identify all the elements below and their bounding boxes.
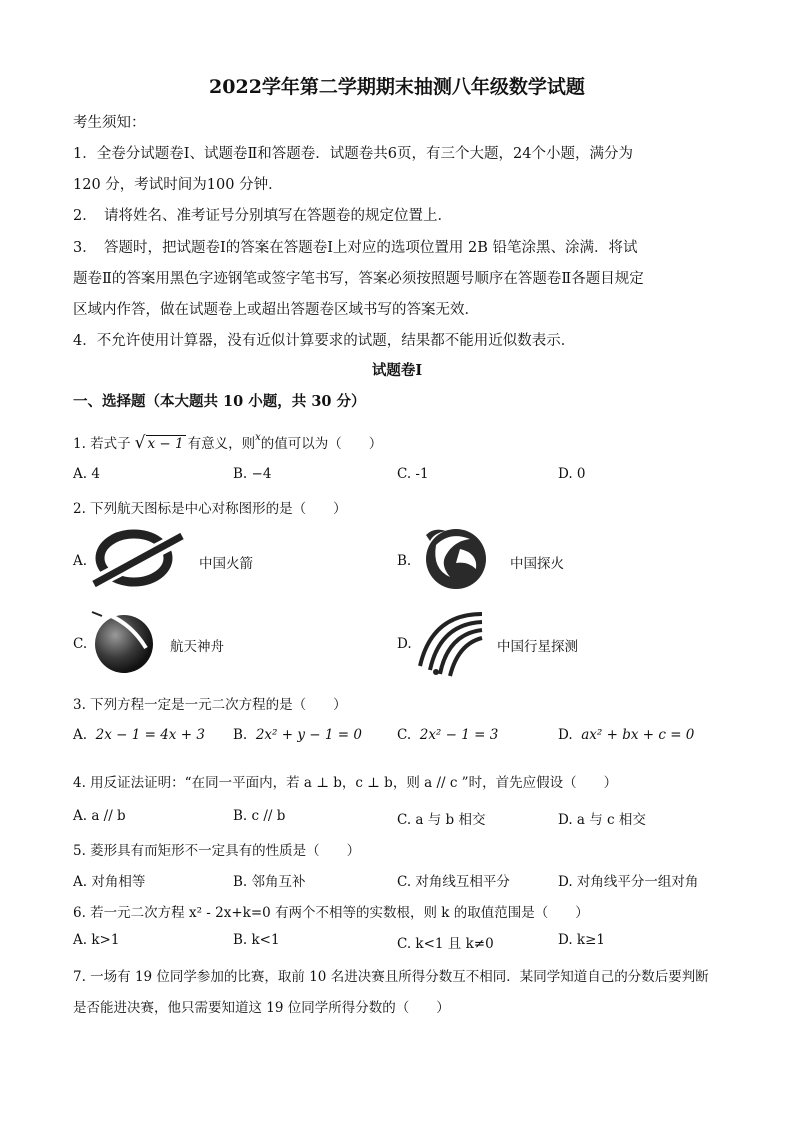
q2-label-a[interactable]: A. xyxy=(73,553,88,569)
q2-name-c: 航天神舟 xyxy=(170,639,224,655)
notice-item-4: 4．不允许使用计算器，没有近似计算要求的试题，结果都不能用近似数表示． xyxy=(73,333,576,349)
q4-option-d[interactable]: D. a 与 c 相交 xyxy=(558,812,646,828)
q5-option-b[interactable]: B. 邻角互补 xyxy=(233,874,306,890)
q3-label-d: D. xyxy=(558,727,573,743)
notice-item-1: 1．全卷分试题卷Ⅰ、试题卷Ⅱ和答题卷．试题卷共6页，有三个大题，24个小题，满分为 xyxy=(73,146,633,162)
rocket-logo-icon xyxy=(88,528,188,588)
question-5: 5. 菱形具有而矩形不一定具有的性质是（ ） xyxy=(73,843,361,859)
q4-option-a[interactable]: A. a // b xyxy=(73,808,126,824)
q2-name-a: 中国火箭 xyxy=(199,556,253,572)
q4-option-c[interactable]: C. a 与 b 相交 xyxy=(397,812,486,828)
question-7-line-2: 是否能进决赛，他只需要知道这 19 位同学所得分数的（ ） xyxy=(73,1000,450,1016)
q1-mid: 有意义，则 xyxy=(187,436,256,452)
q6-option-a[interactable]: A. k>1 xyxy=(73,932,120,948)
q6-option-b[interactable]: B. k<1 xyxy=(233,932,280,948)
q3-label-a: A. xyxy=(73,727,88,743)
question-3: 3. 下列方程一定是一元二次方程的是（ ） xyxy=(73,697,347,713)
section-title: 试题卷Ⅰ xyxy=(371,362,423,379)
question-7-line-1: 7. 一场有 19 位同学参加的比赛，取前 10 名进决赛且所得分数互不相同．某同学知道自己的分数后要判断 xyxy=(73,969,709,985)
q1-option-d[interactable]: D. 0 xyxy=(558,466,586,482)
q1-var: x xyxy=(255,432,261,443)
notice-item-1-cont: 120 分，考试时间为100 分钟． xyxy=(73,177,283,193)
notice-item-3-cont: 题卷Ⅱ的答案用黑色字迹钢笔或签字笔书写，答案必须按照题号顺序在答题卷Ⅱ各题目规定 xyxy=(73,271,644,287)
question-2: 2. 下列航天图标是中心对称图形的是（ ） xyxy=(73,501,347,517)
notice-heading: 考生须知： xyxy=(73,115,146,131)
q3-eq-c: 2x² − 1 = 3 xyxy=(419,727,499,743)
notice-item-2: 2． 请将姓名、准考证号分别填写在答题卷的规定位置上． xyxy=(73,208,452,224)
q2-name-b: 中国探火 xyxy=(510,556,564,572)
question-4: 4. 用反证法证明：“在同一平面内，若 a ⊥ b，c ⊥ b，则 a // c ”时，首先应假设（ ） xyxy=(73,775,618,791)
q5-option-a[interactable]: A. 对角相等 xyxy=(73,874,146,890)
q1-post: 的值可以为（ ） xyxy=(260,436,383,452)
sqrt-symbol: √ x − 1 xyxy=(134,433,184,453)
q3-label-b: B. xyxy=(233,727,248,743)
q1-radicand: x − 1 xyxy=(147,436,184,452)
shenzhou-logo-icon xyxy=(88,608,160,674)
question-1 xyxy=(73,432,382,453)
q5-option-c[interactable]: C. 对角线互相平分 xyxy=(397,874,510,890)
q3-eq-d: ax² + bx + c = 0 xyxy=(581,727,695,743)
planetary-exploration-logo-icon xyxy=(412,606,488,680)
q1-pre: 1. 若式子 xyxy=(73,436,131,452)
q2-name-d: 中国行星探测 xyxy=(497,639,578,655)
q2-label-d[interactable]: D. xyxy=(397,636,412,652)
question-6: 6. 若一元二次方程 x² - 2x+k=0 有两个不相等的实数根，则 k 的取值范围是（ ） xyxy=(73,905,589,921)
q2-label-b[interactable]: B. xyxy=(397,553,412,569)
q2-label-c[interactable]: C. xyxy=(73,636,88,652)
q3-option-b[interactable] xyxy=(233,727,362,743)
notice-item-3-cont2: 区域内作答，做在试题卷上或超出答题卷区域书写的答案无效． xyxy=(73,302,479,318)
q1-option-b[interactable]: B. −4 xyxy=(233,466,272,482)
q3-eq-b: 2x² + y − 1 = 0 xyxy=(255,727,362,743)
q4-option-b[interactable]: B. c // b xyxy=(233,808,286,824)
q3-option-a[interactable] xyxy=(73,727,205,743)
q5-option-d[interactable]: D. 对角线平分一组对角 xyxy=(558,874,699,890)
q3-label-c: C. xyxy=(397,727,412,743)
part-title: 一、选择题（本大题共 10 小题，共 30 分） xyxy=(73,393,366,410)
q3-option-c[interactable] xyxy=(397,727,498,743)
q3-eq-a: 2x − 1 = 4x + 3 xyxy=(95,727,205,743)
q6-option-c[interactable]: C. k<1 且 k≠0 xyxy=(397,936,494,952)
q1-option-a[interactable]: A. 4 xyxy=(73,466,100,482)
notice-item-3: 3． 答题时，把试题卷Ⅰ的答案在答题卷Ⅰ上对应的选项位置用 2B 铅笔涂黑、涂满．将试 xyxy=(73,240,638,256)
mars-exploration-logo-icon xyxy=(420,525,492,593)
q6-option-d[interactable]: D. k≥1 xyxy=(558,932,606,948)
q3-option-d[interactable] xyxy=(558,727,694,743)
page-title: 2022学年第二学期期末抽测八年级数学试题 xyxy=(209,76,585,98)
q1-option-c[interactable]: C. -1 xyxy=(397,466,429,482)
